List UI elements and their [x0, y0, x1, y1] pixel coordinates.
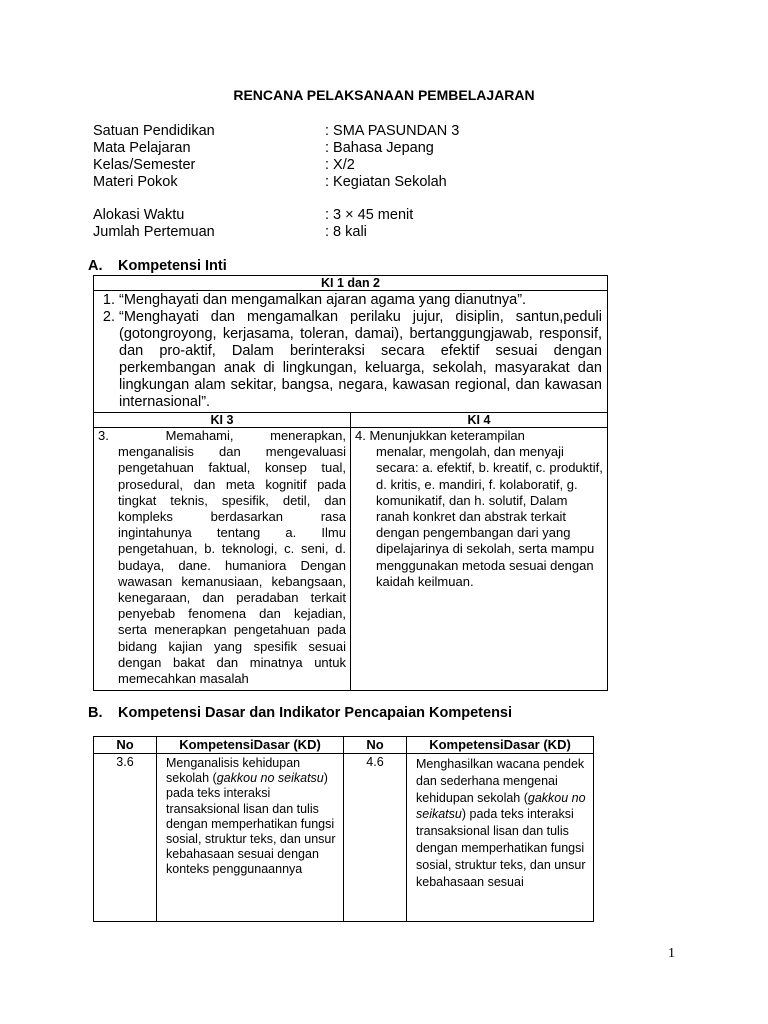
section-letter: B. — [88, 705, 103, 721]
ki12-cell — [94, 291, 608, 413]
kd-text-part: ) pada teks interaksi transaksional lisan dan tulis dengan memperhatikan fungsi sosial, struktur teks, dan unsur kebahasaan sesuai — [416, 807, 586, 889]
ki3-cell — [94, 428, 351, 691]
ki4-text — [351, 428, 607, 590]
section-title: Kompetensi Inti — [118, 258, 227, 274]
ki3-first-line: Memahami, menerapkan, — [165, 428, 346, 443]
ki4-body: menalar, mengolah, dan menyaji secara: a. efektif, b. kreatif, c. produktif, d. kritis, e. mandiri, f. kolaboratif, g. komunikatif, dan h. solutif, Dalam ranah konkret dan abstrak terkait dengan pengembangan dari yang dipelajarinya di sekolah, serta mampu menggunakan metoda sesuai dengan kaidah keilmuan. — [376, 444, 603, 589]
kd-col-no: No — [94, 737, 157, 754]
ki4-header: KI 4 — [351, 413, 608, 428]
kd-row-text2 — [407, 754, 594, 922]
kd-row-text — [157, 754, 344, 922]
info-value: : 3 × 45 menit — [325, 207, 414, 223]
kd-text-part: Menghasilkan wacana pendek dan sederhana mengenai kehidupan sekolah ( — [416, 757, 585, 805]
info-label: Mata Pelajaran — [93, 140, 191, 156]
page-number: 1 — [668, 946, 675, 961]
info-value: : Kegiatan Sekolah — [325, 174, 447, 190]
section-a-heading — [88, 258, 388, 276]
section-title: Kompetensi Dasar dan Indikator Pencapaian Kompetensi — [118, 705, 513, 721]
ki4-cell — [351, 428, 608, 691]
kd-col-kd: KompetensiDasar (KD) — [157, 737, 344, 754]
ki12-header: KI 1 dan 2 — [94, 276, 608, 291]
kd-col-kd2: KompetensiDasar (KD) — [407, 737, 594, 754]
ki12-list — [94, 291, 607, 412]
info-label: Materi Pokok — [93, 174, 178, 190]
ki4-first-line: 4. Menunjukkan keterampilan — [355, 428, 525, 443]
info-label: Jumlah Pertemuan — [93, 224, 215, 240]
kd-text-italic: gakkou no seikatsu — [216, 771, 324, 786]
kompetensi-inti-table — [93, 275, 608, 691]
section-letter: A. — [88, 258, 103, 274]
info-label: Kelas/Semester — [93, 157, 196, 173]
kompetensi-dasar-table — [93, 736, 594, 922]
ki3-header: KI 3 — [94, 413, 351, 428]
kd-row-no: 3.6 — [94, 754, 157, 922]
kd-text-italic: gakkou no seikatsu — [416, 790, 586, 822]
section-b-heading — [88, 705, 608, 723]
ki1-item: 1. “Menghayati dan mengamalkan ajaran agama yang dianutnya”. — [119, 292, 602, 309]
info-value: : Bahasa Jepang — [325, 140, 434, 156]
kd-row-no2: 4.6 — [344, 754, 407, 922]
info-value: : 8 kali — [325, 224, 367, 240]
ki3-text — [94, 428, 350, 687]
ki3-number: 3. — [98, 428, 109, 443]
kd-col-no2: No — [344, 737, 407, 754]
info-value: : SMA PASUNDAN 3 — [325, 123, 460, 139]
kd-text-part: ) pada teks interaksi transaksional lisan dan tulis dengan memperhatikan fungsi sosial, struktur teks, dan unsur kebahasaan sesuai dengan konteks penggunaannya — [166, 771, 336, 877]
kd-3-6-text — [158, 755, 342, 878]
kd-4-6-text — [408, 755, 592, 890]
ki3-body: menganalisis dan mengevaluasi pengetahuan faktual, konsep tual, prosedural, dan meta kognitif pada tingkat teknis, spesifik, detil, dan kompleks berdasarkan rasa ingintahunya tentang a. Ilmu pengetahuan, b. teknologi, c. seni, d. budaya, dane. humaniora Dengan wawasan kemanusiaan, kebangsaan, kenegaraan, dan peradaban terkait penyebab fenomena dan kejadian, serta menerapkan pengetahuan pada bidang kajian yang spesifik sesuai dengan bakat dan minatnya untuk memecahkan masalah — [118, 444, 346, 687]
kd-text-part: Menganalisis kehidupan sekolah ( — [166, 756, 301, 786]
info-value: : X/2 — [325, 157, 355, 173]
ki2-item: 2. “Menghayati dan mengamalkan perilaku jujur, disiplin, santun,peduli (gotongroyong, kerjasama, toleran, damai), bertanggungjawab, responsif, dan pro-aktif, Dalam berinteraksi secara efektif sesuai dengan perkembangan anak di lingkungan, keluarga, sekolah, masyarakat dan lingkungan alam sekitar, bangsa, negara, kawasan regional, dan kawasan internasional”. — [119, 309, 602, 411]
document-title: RENCANA PELAKSANAAN PEMBELAJARAN — [233, 87, 535, 103]
info-label: Satuan Pendidikan — [93, 123, 215, 139]
info-label: Alokasi Waktu — [93, 207, 185, 223]
